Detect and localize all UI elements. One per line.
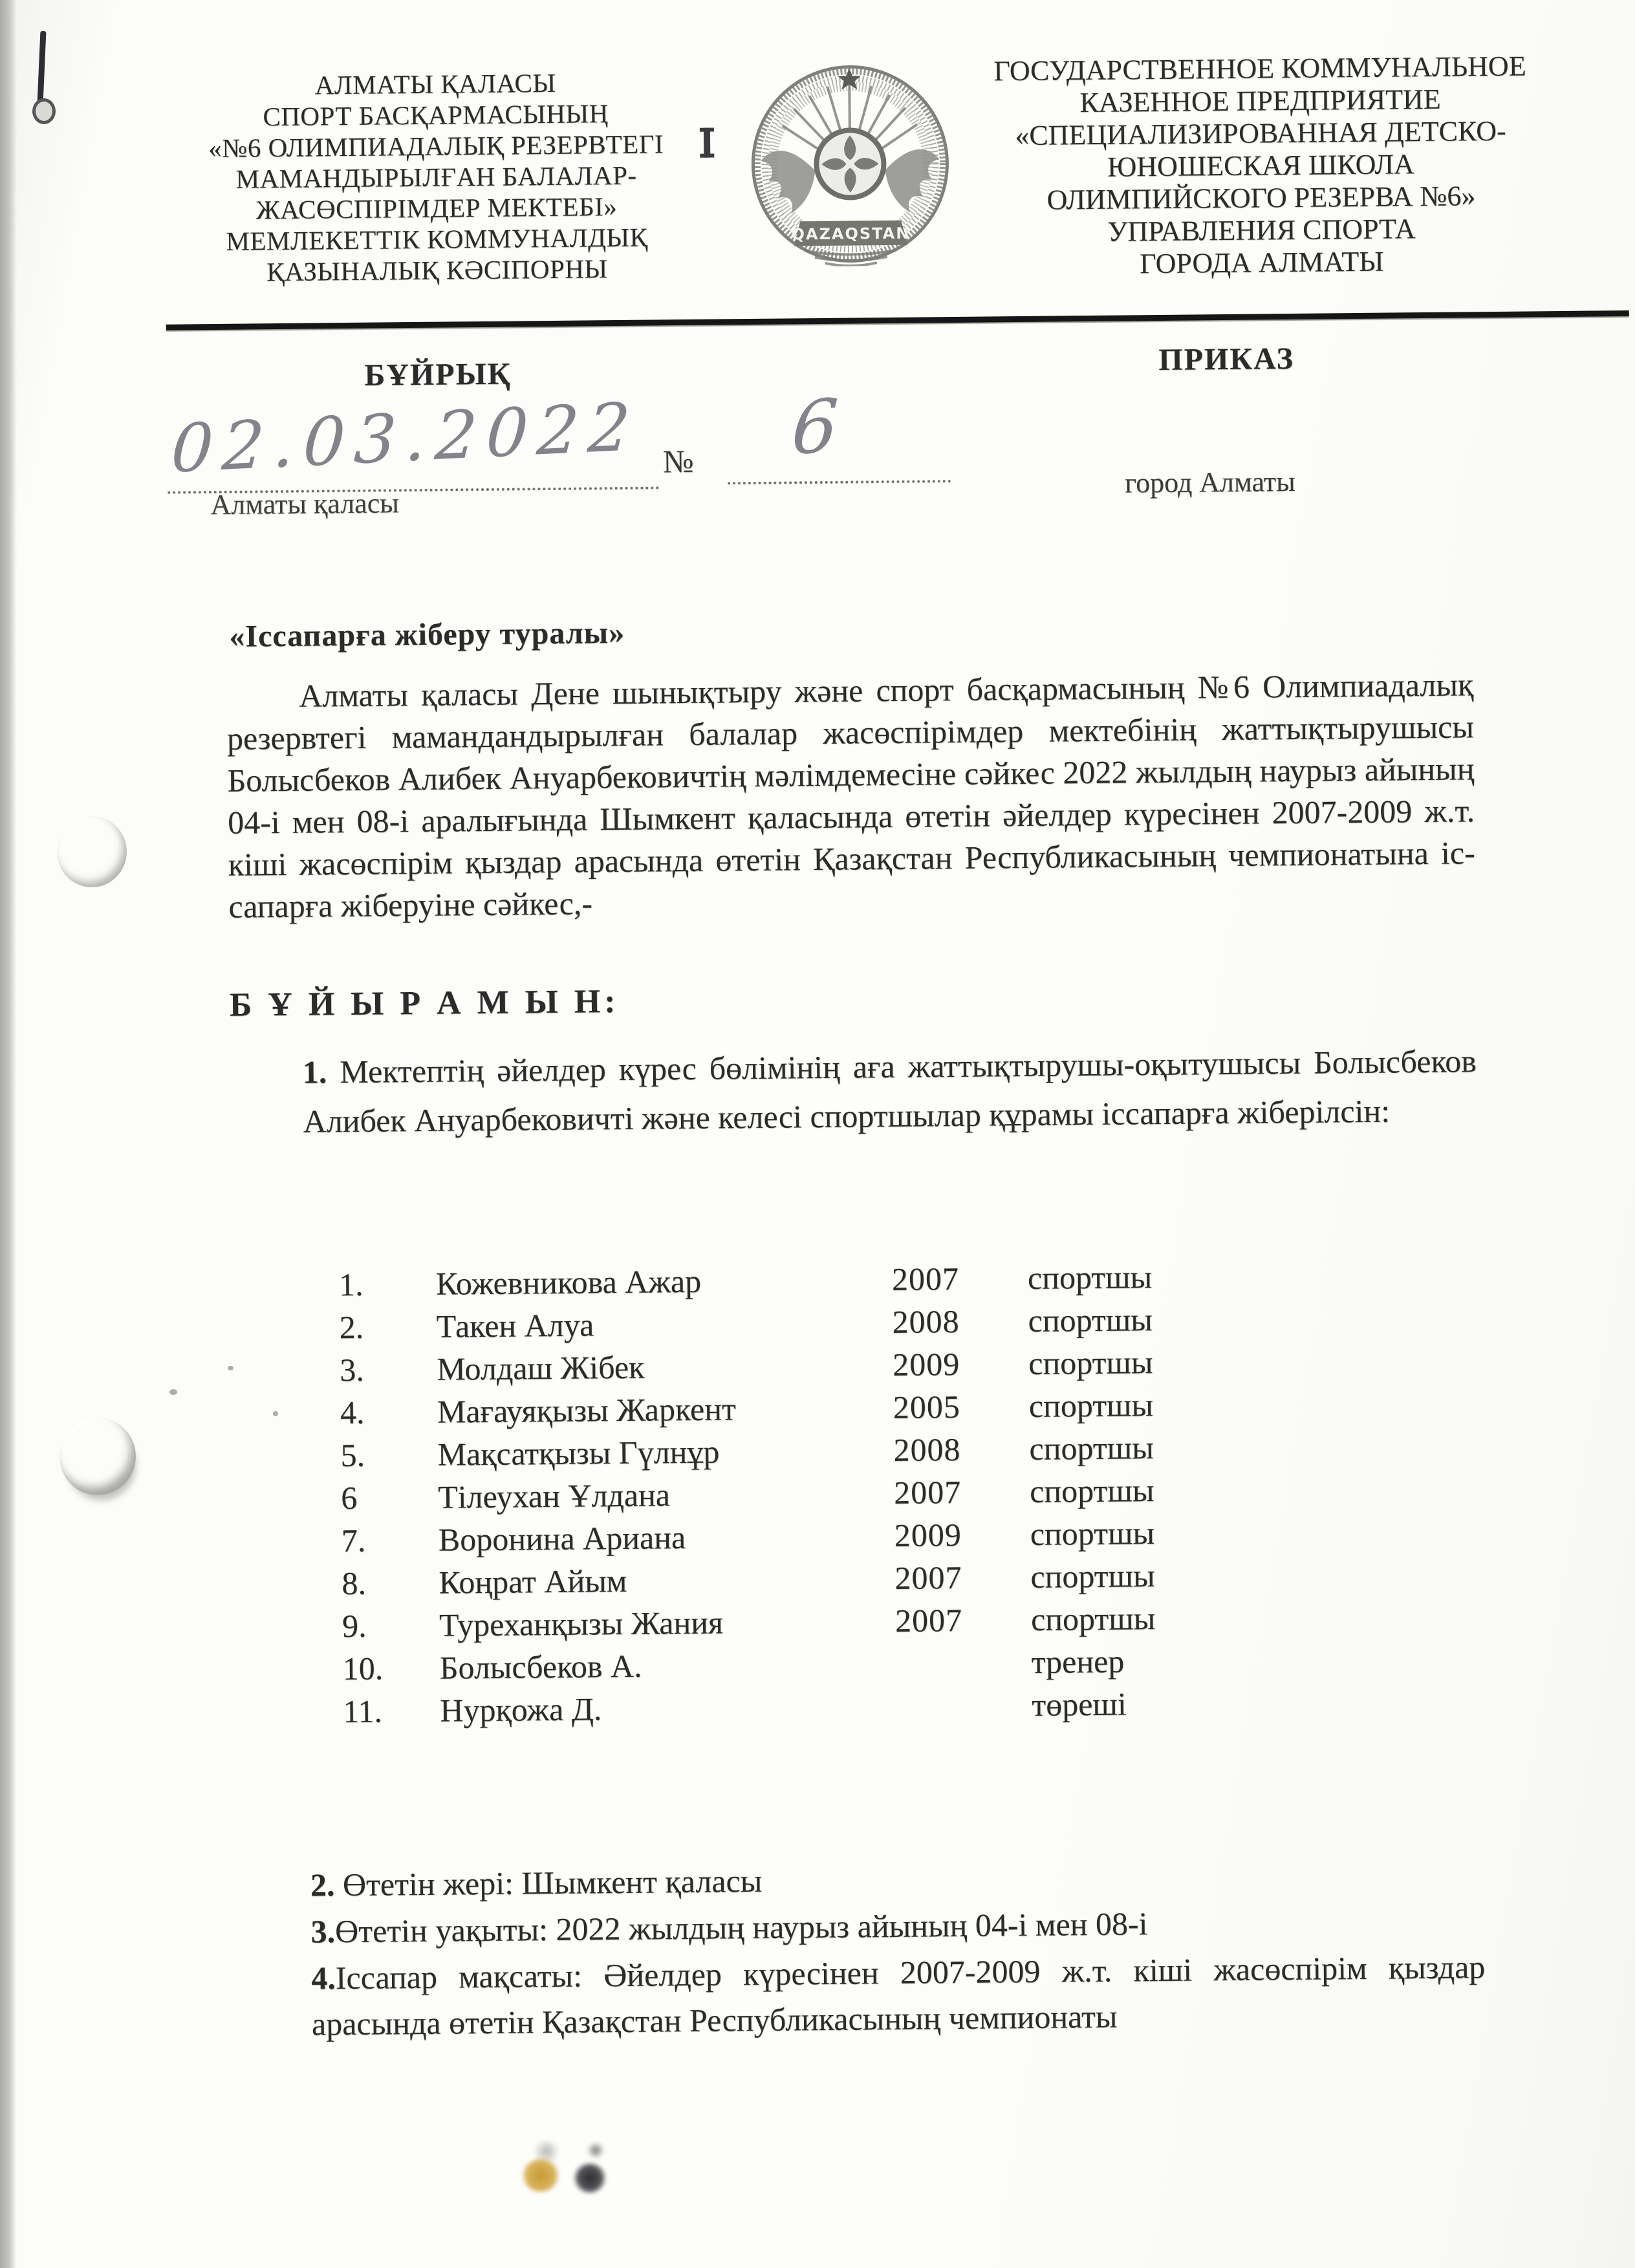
roster-name: Нурқожа Д. bbox=[440, 1690, 602, 1729]
roster-row bbox=[343, 1684, 1239, 1735]
item-number: 1. bbox=[302, 1053, 340, 1090]
roster-number: 3. bbox=[340, 1351, 365, 1388]
roster-year bbox=[896, 1673, 1032, 1674]
roster-year: 2005 bbox=[893, 1388, 961, 1425]
letterhead-ru-line: ГОСУДАРСТВЕННОЕ КОММУНАЛЬНОЕ bbox=[993, 50, 1526, 87]
roster-role: спортшы bbox=[1028, 1387, 1154, 1424]
roster-number: 8. bbox=[341, 1564, 367, 1602]
document-title: «Іссапарға жіберу туралы» bbox=[229, 615, 625, 654]
roster-name: Туреханқызы Жания bbox=[439, 1604, 724, 1643]
letterhead-ru-line: УПРАВЛЕНИЯ СПОРТА bbox=[1107, 213, 1416, 248]
item-text: Өтетін жері: Шымкент қаласы bbox=[342, 1862, 763, 1903]
roster-list bbox=[339, 1257, 1239, 1735]
roster-name: Воронина Ариана bbox=[438, 1519, 686, 1558]
roster-number: 7. bbox=[341, 1522, 366, 1559]
item-number: 4. bbox=[311, 1960, 336, 1996]
roster-name: Тілеухан Ұлдана bbox=[437, 1476, 671, 1515]
roster-role: спортшы bbox=[1028, 1344, 1153, 1381]
letterhead-kk-line: МЕМЛЕКЕТТІК КОММУНАЛДЫҚ bbox=[226, 222, 648, 256]
roster-number: 2. bbox=[339, 1308, 364, 1346]
roster-name: Болысбеков А. bbox=[439, 1647, 642, 1686]
roster-name: Кожевникова Ажар bbox=[435, 1262, 702, 1302]
order-item-4 bbox=[311, 1944, 1486, 2047]
letterhead-ru-line: ГОРОДА АЛМАТЫ bbox=[1139, 245, 1384, 280]
kazakhstan-coat-of-arms-icon bbox=[748, 61, 952, 267]
roster-year: 2007 bbox=[891, 1260, 960, 1297]
roster-year: 2009 bbox=[892, 1345, 960, 1383]
roster-number: 1. bbox=[338, 1266, 363, 1303]
letterhead-ru-line: ОЛИМПИЙСКОГО РЕЗЕРВА №6» bbox=[1046, 180, 1476, 216]
order-items bbox=[310, 1851, 1486, 2047]
letterhead-ru-line: ЮНОШЕСКАЯ ШКОЛА bbox=[1107, 148, 1415, 183]
roster-number: 10. bbox=[342, 1650, 384, 1687]
roster-role: спортшы bbox=[1029, 1472, 1154, 1509]
roster-number: 6 bbox=[340, 1479, 358, 1517]
letterhead-kk-line: СПОРТ БАСҚАРМАСЫНЫҢ bbox=[263, 98, 609, 132]
intro-paragraph: Алматы қаласы Дене шынықтыру және спорт басқармасының №6 Олимпиадалық резервтегі мамандандырылған балалар жасөспірімдер мектебінің жаттықтырушысы Болысбеков Алибек Ануарбековичтің мәлімдемесіне сәйкес 2022 жылдың наурыз айының 04-і мен 08-і аралығында Шымкент қаласында өтетін әйелдер күресінен 2007-2009 ж.т. кіші жасөспірім қыздар арасында өтетін Қазақстан Республикасының чемпионатына іс-сапарға жіберуіне сәйкес,- bbox=[226, 666, 1475, 925]
roster-name: Мақсатқызы Гүлнұр bbox=[437, 1433, 720, 1473]
item-number: 2. bbox=[310, 1866, 343, 1903]
roster-role: спортшы bbox=[1030, 1600, 1156, 1637]
letterhead-kk-line: АЛМАТЫ ҚАЛАСЫ bbox=[314, 67, 556, 100]
roster-name: Коңрат Айым bbox=[439, 1562, 627, 1601]
roster-year: 2008 bbox=[892, 1302, 960, 1340]
roster-name: Мағауяқызы Жаркент bbox=[437, 1390, 737, 1430]
place-russian: город Алматы bbox=[1124, 465, 1295, 499]
roster-year: 2007 bbox=[894, 1559, 962, 1596]
roster-number: 11. bbox=[343, 1692, 383, 1730]
roster-year: 2007 bbox=[894, 1601, 963, 1639]
letterhead-ru-line: «СПЕЦИАЛИЗИРОВАННАЯ ДЕТСКО- bbox=[1015, 114, 1506, 152]
number-sign: № bbox=[662, 442, 694, 480]
roster-role: спортшы bbox=[1029, 1429, 1154, 1467]
roster-year bbox=[896, 1716, 1032, 1717]
letterhead-kk-line: ҚАЗЫНАЛЫҚ КӘСІПОРНЫ bbox=[266, 254, 608, 287]
roster-role: тренер bbox=[1031, 1643, 1125, 1680]
roster-role: спортшы bbox=[1030, 1515, 1155, 1552]
letterhead-divider-rule bbox=[166, 310, 1629, 330]
handwritten-order-number: 6 bbox=[789, 383, 841, 472]
roster-role: спортшы bbox=[1030, 1557, 1155, 1595]
letterhead-kk-line: «№6 ОЛИМПИАДАЛЫҚ РЕЗЕРВТЕГІ bbox=[208, 129, 664, 164]
emblem-banner-text: QAZAQSTAN bbox=[791, 224, 911, 244]
roster-name: Молдаш Жібек bbox=[437, 1348, 645, 1387]
letterhead-russian bbox=[933, 50, 1588, 283]
roster-role: төреші bbox=[1032, 1685, 1127, 1723]
roster-role: спортшы bbox=[1027, 1258, 1153, 1296]
roster-name: Такен Алуа bbox=[436, 1306, 594, 1345]
roster-role: спортшы bbox=[1028, 1301, 1153, 1339]
handwritten-date: 02.03.2022 bbox=[169, 388, 642, 488]
order-heading-russian: ПРИКАЗ bbox=[1158, 341, 1295, 377]
place-kazakh: Алматы қаласы bbox=[210, 487, 399, 521]
order-heading-kazakh: БҰЙРЫҚ bbox=[364, 356, 512, 393]
item-text: Мектептің әйелдер күрес бөлімінің аға жаттықтырушы-оқытушысы Болысбеков Алибек Ануарбековичті және келесі спортшылар құрамы іссапарға жіберілсін: bbox=[303, 1042, 1477, 1139]
letterhead-kk-line: МАМАНДЫРЫЛҒАН БАЛАЛАР- bbox=[235, 160, 637, 194]
order-word: Б Ұ Й Ы Р А М Ы Н: bbox=[229, 983, 620, 1024]
item-text: Өтетін уақыты: 2022 жылдың наурыз айының 04-і мен 08-і bbox=[334, 1905, 1148, 1950]
order-item-1 bbox=[303, 1036, 1477, 1145]
item-number: 3. bbox=[310, 1913, 336, 1950]
roster-number: 9. bbox=[341, 1607, 367, 1645]
roster-year: 2008 bbox=[893, 1431, 961, 1468]
roster-year: 2007 bbox=[893, 1473, 962, 1511]
letterhead-kk-line: ЖАСӨСПІРІМДЕР МЕКТЕБІ» bbox=[255, 191, 618, 225]
letterhead-kazakh bbox=[164, 66, 709, 288]
letterhead-ru-line: КАЗЕННОЕ ПРЕДПРИЯТИЕ bbox=[1079, 83, 1441, 119]
roster-number: 4. bbox=[340, 1394, 365, 1431]
number-underline bbox=[728, 480, 951, 484]
roster-year: 2009 bbox=[894, 1516, 962, 1553]
roster-number: 5. bbox=[340, 1436, 365, 1474]
item-text: Іссапар мақсаты: Әйелдер күресінен 2007-2009 ж.т. кіші жасөспірім қыздар арасында өтетін Қазақстан Республикасының чемпионаты bbox=[311, 1949, 1486, 2042]
